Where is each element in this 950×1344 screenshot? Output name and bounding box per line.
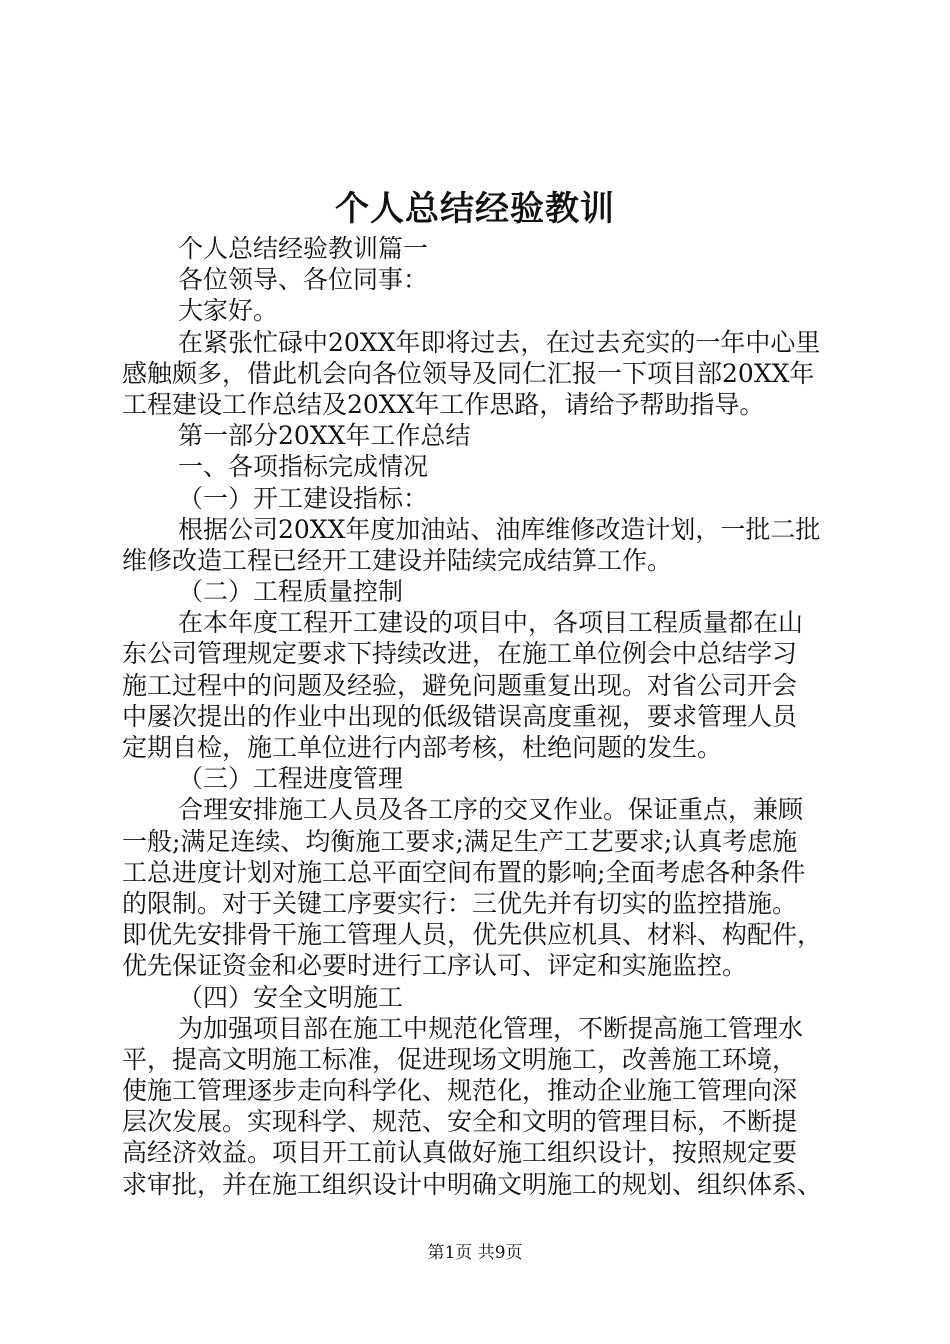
- text-line: 优先保证资金和必要时进行工序认可、评定和实施监控。: [122, 951, 748, 981]
- text-line: 根据公司20XX年度加油站、油库维修改造计划，一批二批: [178, 514, 821, 544]
- text-line: 一、各项指标完成情况: [178, 452, 429, 482]
- text-line: 在紧张忙碌中20XX年即将过去，在过去充实的一年中心里: [178, 327, 821, 357]
- text-line: 第一部分20XX年工作总结: [178, 421, 471, 451]
- text-line: 大家好。: [178, 296, 279, 326]
- text-line: 工总进度计划对施工总平面空间布置的影响;全面考虑各种条件: [122, 857, 806, 887]
- text-line: 使施工管理逐步走向科学化、规范化，推动企业施工管理向深: [122, 1076, 798, 1106]
- text-line: 东公司管理规定要求下持续改进，在施工单位例会中总结学习: [122, 639, 798, 669]
- text-line: 高经济效益。项目开工前认真做好施工组织设计，按照规定要: [122, 1138, 798, 1168]
- text-line: 个人总结经验教训篇一: [178, 234, 429, 263]
- text-line: 合理安排施工人员及各工序的交叉作业。保证重点，兼顾: [178, 795, 804, 825]
- text-line: 平，提高文明施工标准，促进现场文明施工，改善施工环境，: [122, 1044, 798, 1074]
- text-line: 即优先安排骨干施工管理人员，优先供应机具、材料、构配件，: [122, 920, 823, 950]
- text-line: 维修改造工程已经开工建设并陆续完成结算工作。: [122, 545, 673, 575]
- text-line: 工程建设工作总结及20XX年工作思路，请给予帮助指导。: [122, 389, 765, 419]
- text-line: 定期自检，施工单位进行内部考核，杜绝问题的发生。: [122, 733, 723, 762]
- text-line: 为加强项目部在施工中规范化管理，不断提高施工管理水: [178, 1013, 804, 1043]
- text-line: （四）安全文明施工: [178, 982, 404, 1012]
- text-line: （二）工程质量控制: [178, 577, 404, 607]
- text-line: 求审批，并在施工组织设计中明确文明施工的规划、组织体系、: [122, 1169, 823, 1199]
- text-line: 感触颇多，借此机会向各位领导及同仁汇报一下项目部20XX年: [122, 358, 815, 388]
- text-line: 施工过程中的问题及经验，避免问题重复出现。对省公司开会: [122, 670, 798, 700]
- text-line: 一般;满足连续、均衡施工要求;满足生产工艺要求;认真考虑施: [122, 826, 798, 856]
- text-line: （三）工程进度管理: [178, 764, 404, 794]
- page-footer: 第1页 共9页: [427, 1243, 523, 1263]
- text-line: 层次发展。实现科学、规范、安全和文明的管理目标，不断提: [122, 1107, 798, 1137]
- text-line: 的限制。对于关键工序要实行：三优先并有切实的监控措施。: [122, 888, 798, 918]
- text-line: 在本年度工程开工建设的项目中，各项目工程质量都在山: [178, 608, 804, 638]
- document-title: 个人总结经验教训: [335, 189, 615, 229]
- document-body: [122, 233, 834, 1200]
- text-line: 中屡次提出的作业中出现的低级错误高度重视，要求管理人员: [122, 701, 798, 731]
- text-line: （一）开工建设指标：: [178, 483, 429, 513]
- text-line: 各位领导、各位同事：: [178, 265, 429, 295]
